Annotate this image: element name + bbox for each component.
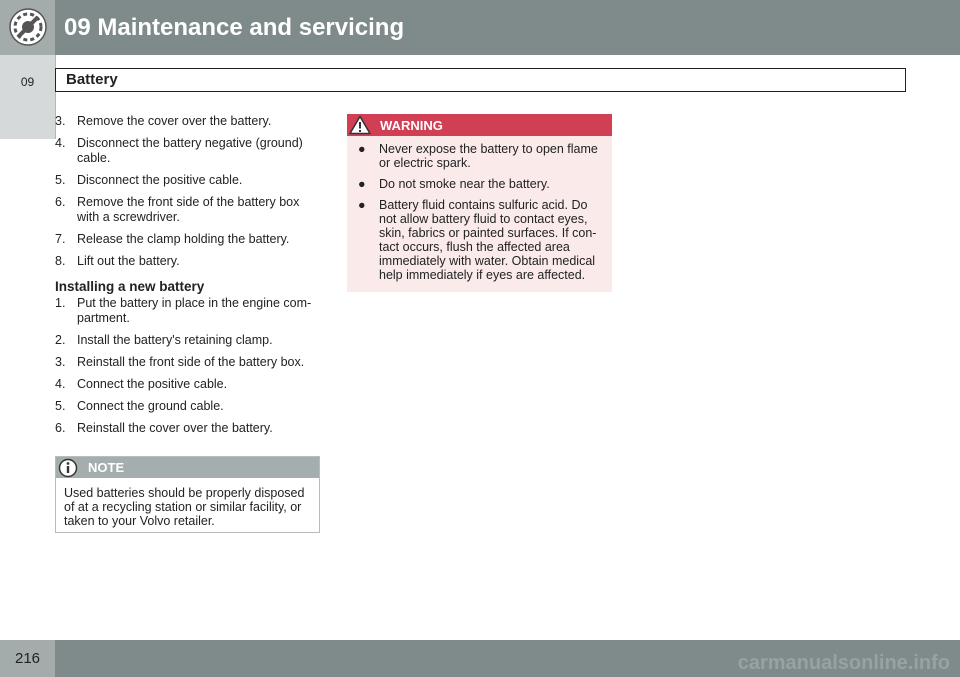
removal-step <box>55 232 320 247</box>
step-text: Reinstall the front side of the battery box. <box>77 355 305 369</box>
warning-item-text: Battery fluid contains sulfuric acid. Do not allow battery fluid to contact eyes, skin, fabrics or painted surfaces. If con-tact occurs, flush the affected area immediately with water. Obtain medical help immediately if eyes are affected. <box>379 198 597 282</box>
bullet-mark: ● <box>358 177 366 191</box>
note-header <box>56 457 319 478</box>
page-number-box <box>0 640 55 677</box>
removal-step <box>55 254 320 269</box>
step-text: Remove the cover over the battery. <box>77 114 272 128</box>
left-column <box>55 114 320 443</box>
warning-triangle-icon <box>349 115 371 135</box>
step-text: Release the clamp holding the battery. <box>77 232 290 246</box>
step-text: Disconnect the battery negative (ground) cable. <box>77 136 303 165</box>
step-text: Reinstall the cover over the battery. <box>77 421 273 435</box>
wrench-gear-icon <box>8 7 48 47</box>
removal-step <box>55 114 320 129</box>
install-step <box>55 296 320 326</box>
step-number: 3. <box>55 355 66 369</box>
step-text: Connect the positive cable. <box>77 377 228 391</box>
step-number: 3. <box>55 114 66 128</box>
chapter-logo <box>0 0 55 55</box>
step-text: Remove the front side of the battery box with a screwdriver. <box>77 195 300 224</box>
warning-label: WARNING <box>380 118 443 133</box>
chapter-tab-label: 09 <box>20 75 35 89</box>
page-footer <box>0 640 960 677</box>
install-step <box>55 377 320 392</box>
step-number: 5. <box>55 173 66 187</box>
warning-item <box>357 177 604 191</box>
step-number: 8. <box>55 254 66 268</box>
step-number: 6. <box>55 421 66 435</box>
step-text: Put the battery in place in the engine com-partment. <box>77 296 312 325</box>
warning-item <box>357 142 604 170</box>
note-box <box>55 456 320 533</box>
bullet-mark: ● <box>358 142 366 156</box>
install-heading: Installing a new battery <box>55 279 205 294</box>
removal-step <box>55 195 320 225</box>
step-text: Install the battery's retaining clamp. <box>77 333 273 347</box>
step-text: Disconnect the positive cable. <box>77 173 243 187</box>
step-number: 2. <box>55 333 66 347</box>
watermark: carmanualsonline.info <box>737 652 950 674</box>
install-step <box>55 399 320 414</box>
removal-step <box>55 136 320 166</box>
install-step <box>55 355 320 370</box>
warning-body <box>347 136 612 282</box>
section-title: Battery <box>66 71 118 88</box>
chapter-side-tab <box>0 55 56 139</box>
warning-header <box>347 114 612 136</box>
page-number: 216 <box>14 650 41 667</box>
install-step <box>55 333 320 348</box>
note-text: Used batteries should be properly disposed of at a recycling station or similar facility, or taken to your Volvo retailer. <box>64 486 305 528</box>
note-label: NOTE <box>88 460 125 475</box>
warning-box <box>347 114 612 292</box>
step-number: 5. <box>55 399 66 413</box>
bullet-mark: ● <box>358 198 366 212</box>
step-text: Connect the ground cable. <box>77 399 224 413</box>
page-header <box>0 0 960 55</box>
chapter-title: 09 Maintenance and servicing <box>64 14 405 41</box>
warning-item <box>357 198 604 282</box>
warning-item-text: Do not smoke near the battery. <box>379 177 550 191</box>
step-number: 6. <box>55 195 66 209</box>
removal-step <box>55 173 320 188</box>
install-step <box>55 421 320 436</box>
section-title-bar <box>55 68 906 92</box>
step-text: Lift out the battery. <box>77 254 180 268</box>
step-number: 7. <box>55 232 66 246</box>
warning-item-text: Never expose the battery to open flame or electric spark. <box>379 142 598 170</box>
step-number: 1. <box>55 296 66 310</box>
step-number: 4. <box>55 377 66 391</box>
step-number: 4. <box>55 136 66 150</box>
info-icon <box>58 458 78 478</box>
